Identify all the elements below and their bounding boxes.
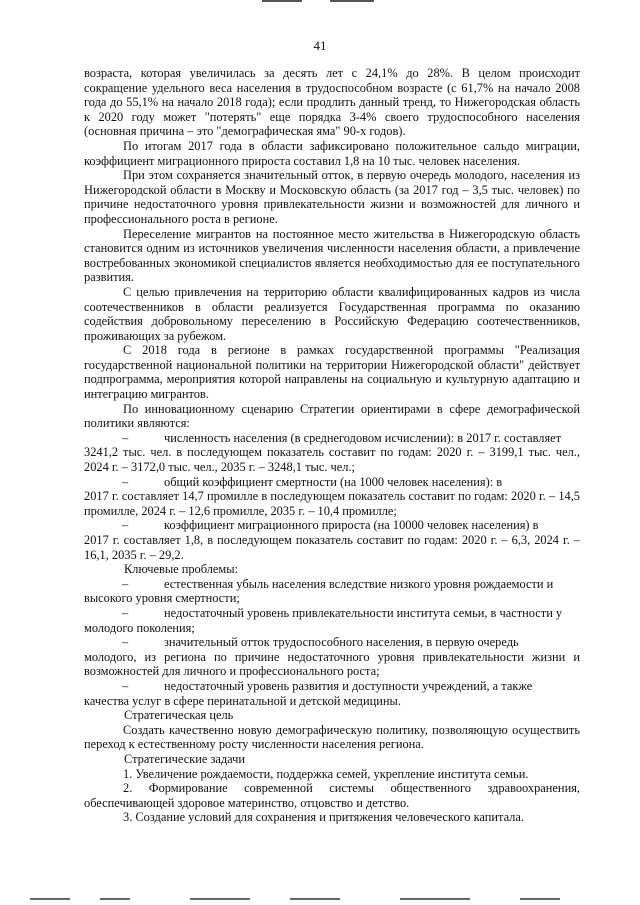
list-item-continuation: молодого, из региона по причине недостаточного уровня привлекательности жизни и возможностей для личного и профессионального роста; [84, 649, 580, 679]
list-item [84, 431, 580, 446]
problems-list [84, 577, 580, 708]
list-item-continuation: 2017 г. составляет 1,8, в последующем показатель составит по годам: 2020 г. – 6,3, 2024 г. – 16,1, 2035 г. – 29,2. [84, 533, 580, 562]
list-item-continuation: молодого поколения; [84, 620, 195, 635]
scan-mark [262, 0, 302, 2]
list-item-continuation: высокого уровня смертности; [84, 591, 240, 606]
page-number: 41 [313, 38, 327, 53]
paragraph: С 2018 года в регионе в рамках государственной программы "Реализация государственной национальной политики на территории Нижегородской области" действует подпрограмма, мероприятия которой направлены на социальную и культурную адаптацию и интеграцию мигрантов. [84, 343, 580, 402]
list-item-lead: естественная убыль населения вследствие низкого уровня рождаемости и [164, 576, 554, 591]
list-item-lead: численность населения (в среднегодовом исчислении): в 2017 г. составляет [164, 430, 562, 445]
paragraph: Переселение мигрантов на постоянное место жительства в Нижегородскую область становится одним из источников увеличения численности населения области, а привлечение востребованных экономикой специалистов является необходимостью для ее поступательного развития. [84, 226, 580, 285]
dash-marker: – [122, 430, 129, 445]
dash-marker: – [122, 635, 129, 650]
list-item-continuation: 2017 г. составляет 14,7 промилле в последующем показатель составит по годам: 2020 г. – 14,5 промилле, 2024 г. – 12,6 промилле, 2035 г. – 10,4 промилле; [84, 489, 580, 518]
section-heading: Ключевые проблемы: [124, 562, 239, 577]
paragraph: По итогам 2017 года в области зафиксировано положительное сальдо миграции, коэффициент миграционного прироста составил 1,8 на 10 тыс. человек населения. [84, 138, 580, 168]
dash-marker: – [122, 474, 129, 489]
list-item-lead: общий коэффициент смертности (на 1000 человек населения): в [164, 474, 503, 489]
list-item [84, 679, 580, 694]
list-item [84, 475, 580, 490]
paragraph: При этом сохраняется значительный отток, в первую очередь молодого, населения из Нижегородской области в Москву и Московскую область (за 2017 год – 3,5 тыс. человек) по причине недостаточного уровня привлекательности жизни и возможностей для личного и профессионального роста в регионе. [84, 168, 580, 226]
dash-marker: – [122, 576, 129, 591]
list-item-lead: недостаточный уровень привлекательности института семьи, в частности у [164, 605, 563, 620]
task-item: 3. Создание условий для сохранения и притяжения человеческого капитала. [123, 810, 524, 825]
list-item [84, 577, 580, 592]
list-item-lead: значительный отток трудоспособного населения, в первую очередь [164, 635, 519, 650]
list-item [84, 518, 580, 533]
scan-mark [330, 0, 374, 2]
section-heading: Стратегические задачи [124, 751, 246, 766]
task-item: 2. Формирование современной системы общественного здравоохранения, обеспечивающей здоровое материнство, отцовство и детство. [84, 781, 580, 810]
task-item: 1. Увеличение рождаемости, поддержка семей, укрепление института семьи. [123, 766, 529, 781]
list-item [84, 635, 580, 650]
list-item-continuation: качества услуг в сфере перинатальной и детской медицины. [84, 693, 401, 708]
goal-text: Создать качественно новую демографическую политику, позволяющую осуществить переход к естественному росту численности населения региона. [84, 722, 580, 752]
list-item-lead: коэффициент миграционного прироста (на 10000 человек населения) в [164, 518, 539, 533]
section-heading: Стратегическая цель [124, 708, 234, 723]
scan-edge [0, 898, 640, 902]
dash-marker: – [122, 518, 129, 533]
paragraph: По инновационному сценарию Стратегии ориентирами в сфере демографической политики являются: [84, 401, 580, 431]
list-item-lead: недостаточный уровень развития и доступности учреждений, а также [164, 678, 533, 693]
list-item-continuation: 3241,2 тыс. чел. в последующем показатель составит по годам: 2020 г. – 3199,1 тыс. чел., 2024 г. – 3172,0 тыс. чел., 2035 г. – 3248,1 тыс. чел.; [84, 445, 580, 475]
targets-list [84, 431, 580, 562]
dash-marker: – [122, 678, 129, 693]
dash-marker: – [122, 605, 129, 620]
page-body [84, 66, 580, 825]
paragraph: возраста, которая увеличилась за десять лет с 24,1% до 28%. В целом происходит сокращение удельного веса населения в трудоспособном возрасте (с 61,7% на начало 2008 года до 55,1% на начало 2018 года); если продлить данный тренд, то Нижегородская область к 2020 году может "потерять" еще порядка 3-4% своего трудоспособного населения (основная причина – это "демографическая яма" 90-х годов). [84, 66, 580, 139]
paragraph: С целью привлечения на территорию области квалифицированных кадров из числа соотечественников в области реализуется Государственная программа по оказанию содействия добровольному переселению в Российскую Федерацию соотечественников, проживающих за рубежом. [84, 284, 580, 343]
list-item [84, 606, 580, 621]
